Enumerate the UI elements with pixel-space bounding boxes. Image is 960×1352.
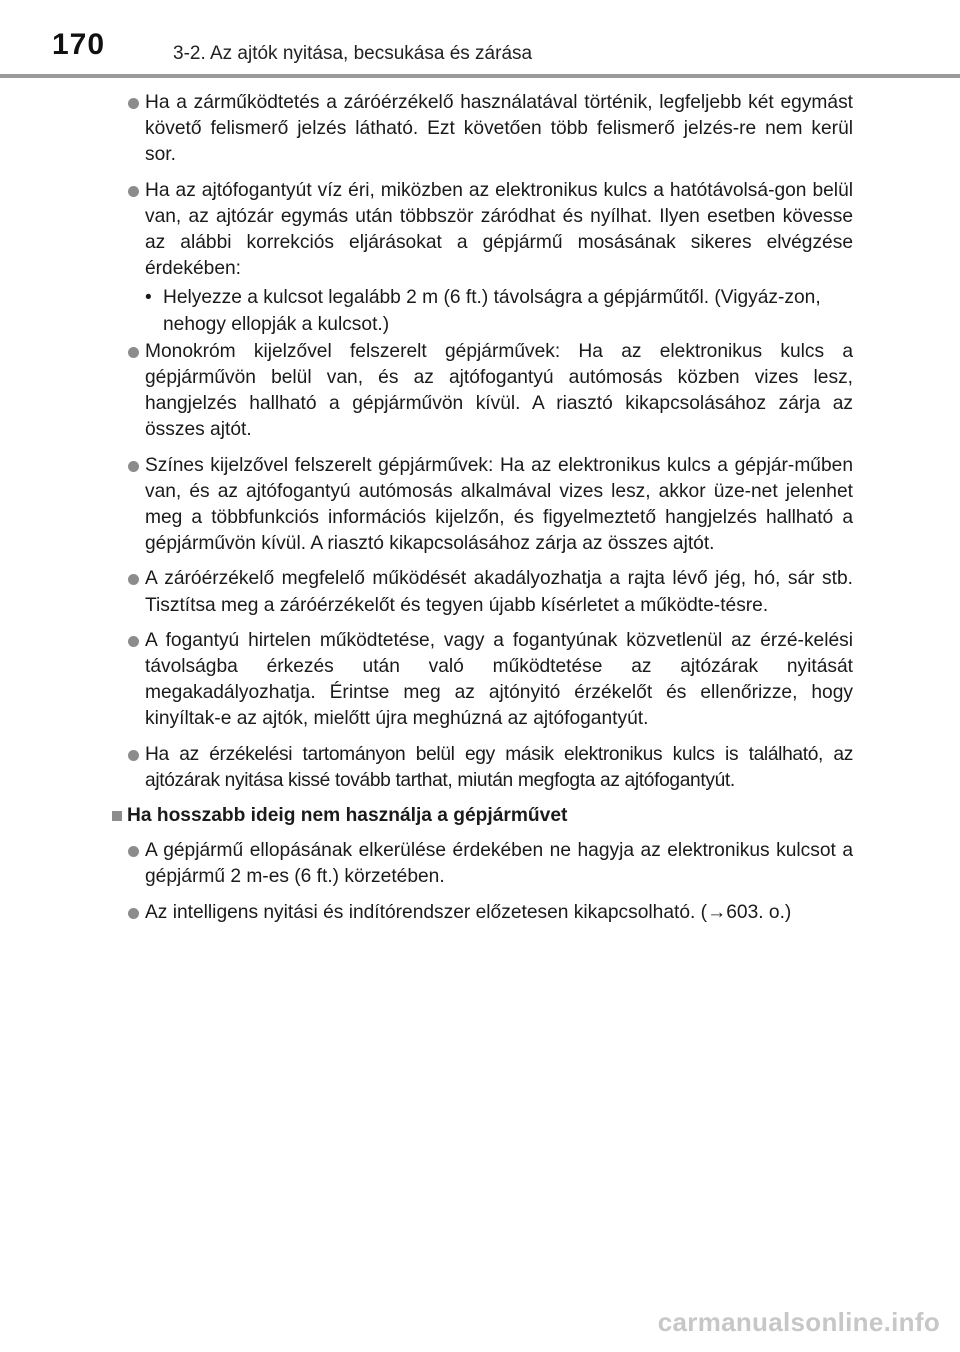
bullet-circle-icon [128, 750, 139, 761]
sub-list-item-text: Helyezze a kulcsot legalább 2 m (6 ft.) távolságra a gépjárműtől. (Vigyáz-zon, nehogy ellopják a kulcsot.) [163, 287, 821, 335]
page-number: 170 [52, 28, 106, 61]
bullet-circle-icon [128, 908, 139, 919]
bullet-dot-icon: • [145, 287, 152, 309]
list-item-text: A fogantyú hirtelen működtetése, vagy a fogantyúnak közvetlenül az érzé-kelési távolságba érkezés után való működtetése az ajtózárak nyitását megakadályozhatja. Érintse meg az ajtónyitó érzékelőt és ellenőrizze, hogy kinyíltak-e az ajtók, mielőtt újra meghúzná az ajtófogantyút. [145, 629, 853, 730]
list-item [125, 566, 853, 618]
bullet-square-icon [112, 811, 122, 821]
watermark: carmanualsonline.info [657, 1307, 940, 1337]
list-item-text: Monokróm kijelzővel felszerelt gépjárművek: Ha az elektronikus kulcs a gépjárművön belül van, és az ajtófogantyú autómosás közben vizes lesz, hangjelzés hallható a gépjárművön kívül. A riasztó kikapcsolásához zárja az összes ajtót. [145, 340, 853, 441]
section-heading [112, 803, 853, 829]
page-header [0, 0, 960, 80]
list-item [125, 628, 853, 733]
sub-list-item [125, 285, 853, 337]
list-item [125, 900, 853, 926]
list-item [125, 838, 853, 890]
bullet-circle-icon [128, 846, 139, 857]
list-item-text: A záróérzékelő megfelelő működését akadályozhatja a rajta lévő jég, hó, sár stb. Tisztítsa meg a záróérzékelőt és tegyen újabb kísérletet a működte-tésre. [145, 568, 853, 616]
list-item-text: A gépjármű ellopásának elkerülése érdekében ne hagyja az elektronikus kulcsot a gépjármű 2 m-es (6 ft.) körzetében. [145, 840, 853, 888]
list-item [125, 178, 853, 283]
page-content [125, 90, 853, 935]
list-item [125, 339, 853, 444]
list-item-text: Az intelligens nyitási és indítórendszer előzetesen kikapcsolható. (→603. o.) [145, 901, 792, 923]
section-heading-text: Ha hosszabb ideig nem használja a gépjárművet [127, 805, 568, 827]
list-item [125, 453, 853, 558]
list-item-text: Ha a zárműködtetés a záróérzékelő használatával történik, legfeljebb két egymást követő felismerő jelzés látható. Ezt követően több felismerő jelzés-re nem kerül sor. [145, 92, 853, 166]
bullet-circle-icon [128, 461, 139, 472]
list-item-text: Színes kijelzővel felszerelt gépjárművek: Ha az elektronikus kulcs a gépjár-műben van, és az ajtófogantyú autómosás alkalmával vizes lesz, akkor üze-net jelenhet meg a többfunkciós információs kijelzőn, és figyelmeztető hangjelzés hallható a gépjárművön kívül. A riasztó kikapcsolásához zárja az összes ajtót. [145, 454, 853, 555]
bullet-circle-icon [128, 636, 139, 647]
bullet-circle-icon [128, 186, 139, 197]
section-title: 3-2. Az ajtók nyitása, becsukása és zárása [173, 43, 533, 64]
bullet-circle-icon [128, 574, 139, 585]
bullet-circle-icon [128, 98, 139, 109]
list-item-text: Ha az ajtófogantyút víz éri, miközben az elektronikus kulcs a hatótávolsá-gon belül van, az ajtózár egymás után többször záródhat és nyílhat. Ilyen esetben kövesse az alábbi korrekciós eljárásokat a gépjármű mosásának sikeres elvégzése érdekében: [145, 179, 853, 280]
list-item [125, 90, 853, 169]
list-item [125, 742, 853, 794]
bullet-circle-icon [128, 347, 139, 358]
list-item-text: Ha az érzékelési tartományon belül egy másik elektronikus kulcs is található, az ajtózárak nyitása kissé tovább tarthat, miután megfogta az ajtófogantyút. [145, 743, 853, 791]
header-divider [0, 74, 960, 78]
